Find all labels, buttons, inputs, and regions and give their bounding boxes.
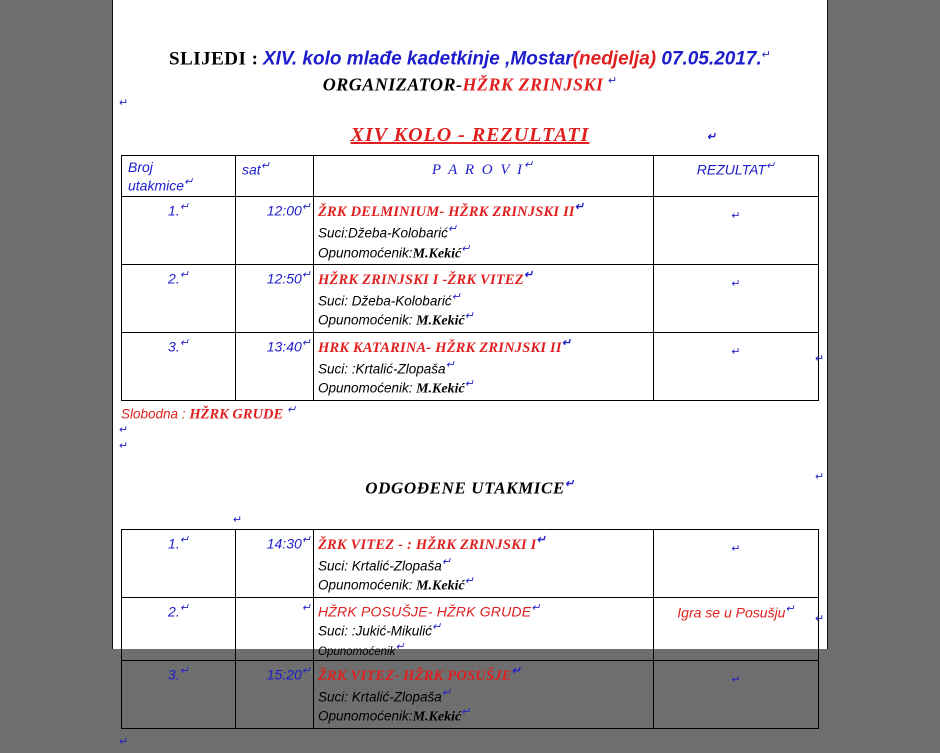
pilcrow-mark: ↵ [301, 269, 311, 282]
pilcrow-mark: ↵ [179, 336, 189, 349]
postponed-title [113, 477, 827, 499]
row-time [236, 529, 314, 597]
pilcrow-mark: ↵ [301, 533, 311, 546]
row-time [236, 597, 314, 660]
row-time [236, 197, 314, 265]
match-delegate [318, 574, 649, 595]
pilcrow-mark: ↵ [301, 664, 311, 677]
postponed-title-text: ODGOĐENE UTAKMICE [365, 478, 565, 498]
delegate-label: Opunomoćenik [318, 645, 396, 658]
column-header-number-line2: utakmice [128, 177, 185, 194]
pilcrow-mark: ↵ [447, 223, 458, 236]
pilcrow-mark: ↵ [441, 555, 452, 568]
table-row [122, 597, 819, 660]
referees-names: :Krtalić-Zlopaša [348, 361, 446, 377]
pilcrow-mark: ↵ [815, 471, 825, 483]
document-page [112, 0, 828, 748]
pilcrow-mark: ↵ [179, 201, 189, 214]
organizer-name: HŽRK ZRINJSKI [462, 74, 604, 95]
referees-names: Suci: Krtalić-Zlopaša [318, 558, 442, 574]
pilcrow-mark: ↵ [815, 353, 825, 365]
pilcrow-mark: ↵ [301, 201, 311, 214]
column-header-result-label: REZULTAT [696, 161, 766, 178]
pilcrow-mark: ↵ [441, 686, 452, 699]
referees-names: :Jukić-Mikulić [348, 623, 433, 639]
pilcrow-mark: ↵ [564, 478, 575, 491]
row-time [236, 332, 314, 400]
section-title-text: XIV KOLO - REZULTATI [350, 123, 590, 146]
pilcrow-mark: ↵ [523, 269, 534, 282]
match-referees [318, 222, 649, 241]
slijedi-label: SLIJEDI : [169, 48, 259, 70]
row-pair [314, 265, 654, 333]
table-row [122, 660, 819, 728]
delegate-label: Opunomoćenik: [318, 708, 413, 724]
pilcrow-mark: ↵ [395, 640, 405, 653]
results-table [121, 155, 819, 401]
pilcrow-mark: ↵ [464, 310, 474, 323]
document-heading-line-2 [113, 74, 827, 95]
referees-label: Suci: [318, 225, 349, 241]
match-teams-text: ŽRK VITEZ- HŽRK POSUŠJE [318, 667, 512, 684]
match-teams [318, 664, 649, 685]
row-pair [314, 197, 654, 265]
pilcrow-mark: ↵ [706, 130, 717, 143]
round-title-red: (nedjelja) [572, 48, 657, 70]
pilcrow-mark: ↵ [445, 358, 455, 371]
pilcrow-mark: ↵ [531, 601, 541, 614]
row-number-value: 1. [168, 202, 180, 219]
row-number [122, 597, 236, 660]
pilcrow-mark: ↵ [785, 602, 795, 615]
match-teams-text: HRK KATARINA- HŽRK ZRINJSKI II [318, 339, 562, 356]
row-time-value: 12:00 [266, 202, 302, 219]
table-row [122, 332, 819, 400]
row-result [654, 660, 819, 728]
round-title-blue: XIV. kolo mlađe kadetkinje ,Mostar [262, 48, 573, 70]
row-time-value: 14:30 [266, 535, 302, 552]
referees-label: Suci: [318, 293, 349, 309]
row-time-value: 15:20 [266, 666, 302, 683]
pilcrow-mark: ↵ [815, 613, 825, 625]
delegate-name: M.Kekić [412, 381, 465, 397]
row-number-value: 3. [168, 666, 180, 683]
match-teams-text: HŽRK ZRINJSKI I -ŽRK VITEZ [318, 271, 524, 288]
delegate-name: M.Kekić [412, 578, 465, 594]
match-teams-text: ŽRK DELMINIUM- HŽRK ZRINJSKI II [318, 204, 575, 221]
referees-names: Džeba-Kolobarić [348, 225, 448, 241]
pilcrow-mark: ↵ [731, 278, 741, 291]
postponed-table [121, 529, 819, 729]
match-teams [318, 268, 649, 289]
row-pair [314, 660, 654, 728]
match-teams [318, 200, 649, 221]
row-pair [314, 332, 654, 400]
pilcrow-mark: ↵ [432, 621, 442, 634]
referees-label: Suci: [318, 623, 349, 639]
match-teams-text: ŽRK VITEZ - : HŽRK ZRINJSKI I [318, 536, 537, 553]
pilcrow-mark: ↵ [464, 378, 474, 391]
row-number [122, 529, 236, 597]
pilcrow-mark: ↵ [286, 403, 297, 416]
pilcrow-mark: ↵ [461, 242, 471, 255]
pilcrow-mark: ↵ [731, 673, 741, 686]
pilcrow-mark: ↵ [119, 424, 129, 437]
pilcrow-mark: ↵ [119, 96, 129, 109]
match-delegate [318, 242, 649, 263]
row-result-value: Igra se u Posušju [677, 604, 786, 621]
pilcrow-mark: ↵ [761, 49, 771, 61]
pilcrow-mark: ↵ [607, 75, 618, 88]
referees-names: Krtalić-Zlopaša [348, 689, 442, 705]
delegate-name: M.Kekić [412, 313, 465, 329]
row-number-value: 3. [168, 338, 180, 355]
referees-names: Džeba-Kolobarić [348, 293, 452, 309]
pilcrow-mark: ↵ [179, 664, 189, 677]
row-number-value: 2. [168, 270, 180, 287]
free-team-line [121, 403, 827, 424]
row-number [122, 265, 236, 333]
delegate-label: Opunomoćenik: [318, 312, 413, 328]
match-referees [318, 686, 649, 705]
pilcrow-mark: ↵ [119, 440, 129, 453]
column-header-time [236, 155, 314, 197]
row-time [236, 660, 314, 728]
table-row [122, 265, 819, 333]
row-number-value: 1. [168, 535, 180, 552]
referees-label: Suci: [318, 361, 349, 377]
pilcrow-mark: ↵ [179, 601, 189, 614]
match-referees [318, 358, 649, 377]
match-delegate [318, 377, 649, 398]
document-content [113, 0, 827, 753]
row-time-value: 12:50 [266, 270, 302, 287]
row-result [654, 197, 819, 265]
match-teams-text: HŽRK POSUŠJE- HŽRK GRUDE [318, 603, 532, 620]
organizer-label: ORGANIZATOR- [322, 74, 463, 95]
column-header-result [654, 155, 819, 197]
column-header-pairs-label: P A R O V I [431, 161, 524, 178]
row-time-value: 13:40 [266, 338, 302, 355]
delegate-name: M.Kekić [412, 709, 462, 725]
row-pair [314, 529, 654, 597]
row-result [654, 265, 819, 333]
empty-paragraph [113, 729, 827, 753]
pilcrow-mark: ↵ [233, 513, 243, 526]
match-delegate [318, 705, 649, 726]
delegate-name: M.Kekić [412, 246, 462, 262]
empty-paragraph [113, 513, 827, 529]
pilcrow-mark: ↵ [731, 542, 741, 555]
pilcrow-mark: ↵ [464, 575, 474, 588]
table-row [122, 529, 819, 597]
row-number-value: 2. [168, 603, 180, 620]
table-header-row [122, 155, 819, 197]
pilcrow-mark: ↵ [260, 159, 270, 172]
match-referees [318, 555, 649, 574]
document-heading-line-1 [113, 0, 827, 70]
delegate-label: Opunomoćenik: [318, 245, 413, 261]
empty-paragraph [113, 423, 827, 439]
section-title [113, 124, 827, 147]
match-teams [318, 533, 649, 554]
pilcrow-mark: ↵ [301, 601, 311, 614]
row-number [122, 660, 236, 728]
pilcrow-mark: ↵ [451, 290, 461, 303]
column-header-time-label: sat [242, 161, 261, 178]
delegate-label: Opunomoćenik: [318, 380, 413, 396]
pilcrow-mark: ↵ [119, 735, 129, 748]
column-header-number [122, 155, 236, 197]
pilcrow-mark: ↵ [574, 201, 585, 214]
row-result [654, 332, 819, 400]
match-delegate [318, 309, 649, 330]
pilcrow-mark: ↵ [523, 158, 536, 171]
pilcrow-mark: ↵ [184, 175, 194, 188]
delegate-label: Opunomoćenik: [318, 577, 413, 593]
pilcrow-mark: ↵ [766, 159, 776, 172]
pilcrow-mark: ↵ [301, 336, 311, 349]
match-referees [318, 290, 649, 309]
pilcrow-mark: ↵ [179, 533, 189, 546]
row-result [654, 529, 819, 597]
column-header-pairs [314, 155, 654, 197]
empty-paragraph [113, 96, 827, 114]
column-header-number-line1: Broj [128, 158, 153, 175]
pilcrow-mark: ↵ [536, 533, 546, 546]
free-team-name: HŽRK GRUDE [189, 406, 284, 423]
free-team-label: Slobodna : [121, 406, 186, 422]
pilcrow-mark: ↵ [461, 706, 471, 719]
row-number [122, 332, 236, 400]
table-row [122, 197, 819, 265]
pilcrow-mark: ↵ [511, 664, 521, 677]
pilcrow-mark: ↵ [561, 336, 572, 349]
row-time [236, 265, 314, 333]
referees-label: Suci: [318, 689, 349, 705]
row-number [122, 197, 236, 265]
pilcrow-mark: ↵ [179, 269, 189, 282]
match-teams [318, 601, 649, 620]
row-pair [314, 597, 654, 660]
pilcrow-mark: ↵ [731, 345, 741, 358]
match-referees [318, 620, 649, 639]
match-teams [318, 336, 649, 357]
row-result [654, 597, 819, 660]
empty-paragraph [113, 439, 827, 455]
round-title-date: 07.05.2017. [656, 48, 762, 70]
pilcrow-mark: ↵ [731, 210, 741, 223]
